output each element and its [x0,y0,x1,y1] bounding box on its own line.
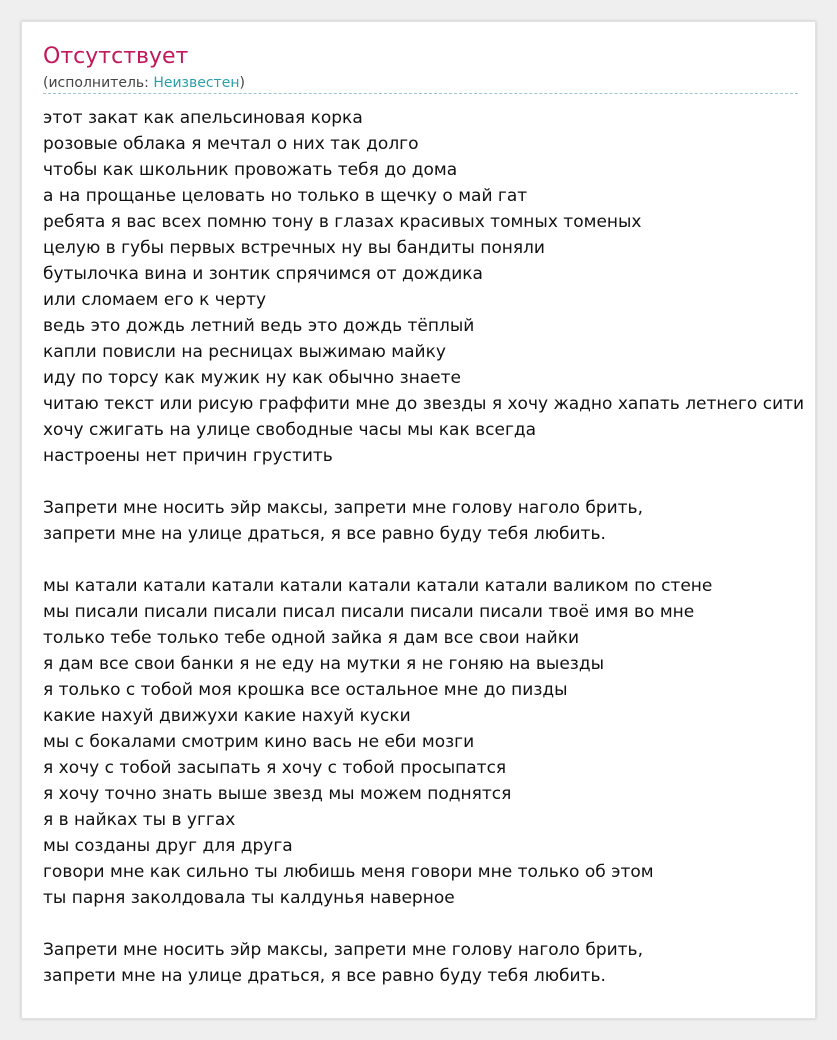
lyric-line: я хочу точно знать выше звезд мы можем поднятся [43,784,512,804]
lyric-line: мы писали писали писали писал писали писали писали твоё имя во мне [43,602,695,622]
lyric-line: я хочу с тобой засыпать я хочу с тобой просыпатся [43,758,507,778]
lyric-line: Запрети мне носить эйр максы, запрети мне голову наголо брить, [43,940,643,960]
lyric-line: только тебе только тебе одной зайка я дам все свои найки [43,628,580,648]
lyric-line: говори мне как сильно ты любишь меня говори мне только об этом [43,862,654,882]
lyric-line: я дам все свои банки я не еду на мутки я не гоняю на выезды [43,654,604,674]
lyric-line: я в найках ты в уггах [43,810,236,830]
lyric-line: настроены нет причин грустить [43,446,333,466]
lyric-line: запрети мне на улице драться, я все равно буду тебя любить. [43,524,606,544]
lyric-line: этот закат как апельсиновая корка [43,108,363,128]
lyric-line: читаю текст или рисую граффити мне до звезды я хочу жадно хапать летнего сити [43,394,805,414]
lyric-line: капли повисли на ресницах выжимаю майку [43,342,446,362]
lyric-line: ребята я вас всех помню тону в глазах красивых томных томеных [43,212,642,232]
lyric-line: а на прощанье целовать но только в щечку о май гат [43,186,528,206]
performer-line [43,73,245,93]
performer-suffix: ) [239,75,245,91]
lyric-line: бутылочка вина и зонтик спрячимся от дождика [43,264,483,284]
lyric-line: запрети мне на улице драться, я все равно буду тебя любить. [43,966,606,986]
stanza-break [43,911,816,937]
lyric-line: целую в губы первых встречных ну вы бандиты поняли [43,238,545,258]
lyric-line: мы катали катали катали катали катали катали катали валиком по стене [43,576,713,596]
lyric-line: розовые облака я мечтал о них так долго [43,134,419,154]
title-divider [43,93,798,94]
song-title: Отсутствует [43,44,189,69]
lyric-line: Запрети мне носить эйр максы, запрети мне голову наголо брить, [43,498,643,518]
lyric-line: ведь это дождь летний ведь это дождь тёплый [43,316,475,336]
performer-link[interactable]: Неизвестен [153,75,240,91]
lyric-line: ты парня заколдовала ты калдунья наверное [43,888,455,908]
lyric-line: чтобы как школьник провожать тебя до дома [43,160,458,180]
lyrics-text [43,105,816,989]
lyric-line: или сломаем его к черту [43,290,267,310]
performer-prefix: (исполнитель: [43,75,154,91]
lyric-line: какие нахуй движухи какие нахуй куски [43,706,411,726]
lyric-line: хочу сжигать на улице свободные часы мы как всегда [43,420,537,440]
lyric-line: иду по торсу как мужик ну как обычно знаете [43,368,461,388]
stanza-break [43,547,816,573]
lyric-line: мы с бокалами смотрим кино вась не еби мозги [43,732,475,752]
lyric-line: мы созданы друг для друга [43,836,293,856]
lyric-line: я только с тобой моя крошка все остальное мне до пизды [43,680,568,700]
stanza-break [43,469,816,495]
lyrics-card [21,21,816,1019]
